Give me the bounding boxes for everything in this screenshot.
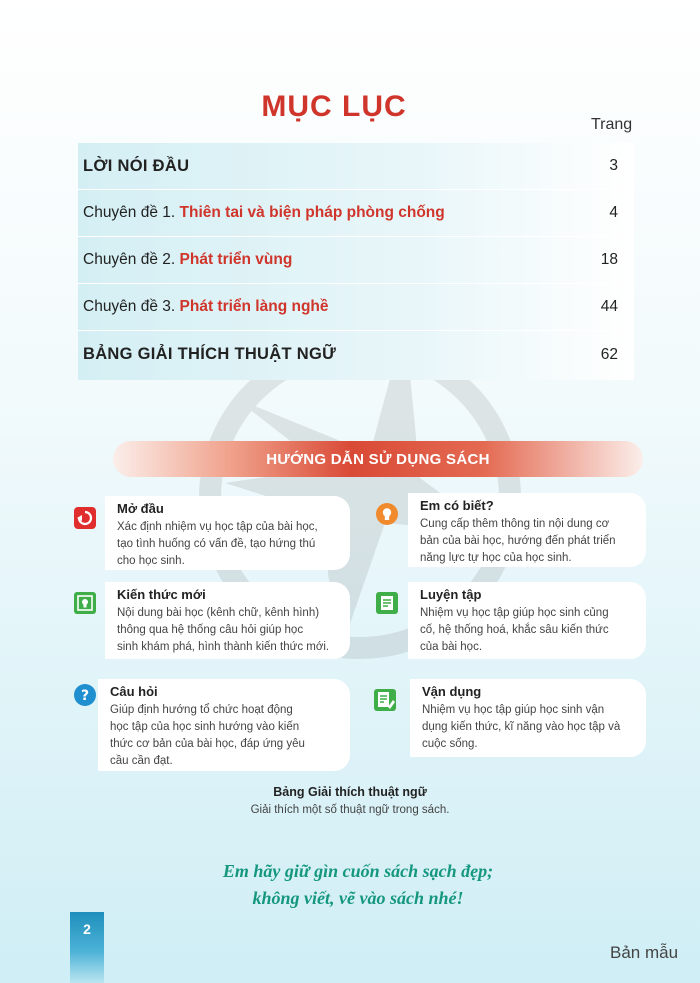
guide-item-desc — [420, 516, 636, 567]
svg-text:?: ? — [80, 688, 90, 704]
desc-line: cầu cần đạt. — [110, 755, 173, 767]
practice-icon — [376, 592, 398, 614]
slogan — [0, 858, 700, 912]
guide-item-title: Luyện tập — [420, 587, 482, 602]
toc-row-topic-3[interactable] — [78, 284, 634, 331]
desc-line: thức cơ bản của bài học, đáp ứng yêu — [110, 738, 305, 750]
start-icon — [74, 507, 96, 529]
glossary-desc: Giải thích một số thuật ngữ trong sách. — [250, 804, 450, 816]
guide-item-desc — [117, 519, 340, 570]
desc-line: dụng kiến thức, kĩ năng vào học tập và — [422, 721, 621, 733]
toc-row-page: 18 — [600, 251, 618, 268]
desc-line: thông qua hệ thống câu hỏi giúp học — [117, 624, 304, 636]
desc-line: bản của bài học, hướng đến phát triển — [420, 535, 616, 547]
guide-banner: HƯỚNG DẪN SỬ DỤNG SÁCH — [113, 441, 643, 477]
guide-item-title: Vận dụng — [422, 684, 482, 699]
toc-row-label — [83, 204, 445, 222]
toc-row-topic-2[interactable] — [78, 237, 634, 284]
desc-line: cho học sinh. — [117, 555, 185, 567]
toc-row-label — [83, 251, 292, 269]
toc-row-page: 3 — [609, 157, 618, 174]
page-number: 2 — [70, 912, 104, 983]
desc-line: Nhiệm vụ học tập giúp học sinh củng — [420, 607, 609, 619]
guide-item-title: Mở đầu — [117, 501, 164, 516]
guide-item-intro — [105, 496, 350, 570]
desc-line: cố, hệ thống hoá, khắc sâu kiến thức — [420, 624, 609, 636]
guide-item-title: Em có biết? — [420, 498, 494, 513]
desc-line: Nội dung bài học (kênh chữ, kênh hình) — [117, 607, 320, 619]
desc-line: năng lực tự học của học sinh. — [420, 552, 572, 564]
desc-line: Giúp định hướng tổ chức hoạt động — [110, 704, 293, 716]
toc-row-page: 4 — [609, 204, 618, 221]
desc-line: Xác định nhiệm vụ học tập của bài học, — [117, 521, 318, 533]
slogan-line: Em hãy giữ gìn cuốn sách sạch đẹp; — [222, 861, 494, 881]
toc-row-topic-title: Phát triển vùng — [179, 251, 293, 268]
question-icon — [74, 684, 96, 706]
sample-label: Bản mẫu — [610, 943, 679, 962]
guide-item-desc — [110, 702, 340, 770]
desc-line: của bài học. — [420, 641, 483, 653]
toc-page-header: Trang — [591, 116, 633, 133]
toc-row-topic-1[interactable] — [78, 190, 634, 237]
desc-line: cuộc sống. — [422, 738, 478, 750]
toc-row-label: BẢNG GIẢI THÍCH THUẬT NGỮ — [83, 345, 337, 363]
toc-row-prefix: Chuyên đề 2. — [83, 251, 180, 268]
guide-item-title: Kiến thức mới — [117, 587, 206, 602]
toc-title: MỤC LỤC — [261, 90, 407, 123]
toc-row-topic-title: Phát triển làng nghề — [179, 298, 329, 315]
knowledge-icon — [74, 592, 96, 614]
toc-row-label — [83, 298, 329, 316]
toc-row-topic-title: Thiên tai và biện pháp phòng chống — [179, 204, 445, 221]
guide-item-apply — [410, 679, 646, 757]
guide-item-desc — [420, 605, 636, 656]
slogan-line: không viết, vẽ vào sách nhé! — [252, 888, 464, 908]
table-of-contents — [78, 143, 634, 380]
desc-line: Cung cấp thêm thông tin nội dung cơ — [420, 518, 610, 530]
guide-item-did-you-know — [408, 493, 646, 567]
toc-row-prefix: Chuyên đề 1. — [83, 204, 180, 221]
toc-row-foreword[interactable] — [78, 143, 634, 190]
guide-item-desc — [117, 605, 340, 656]
toc-row-page: 44 — [600, 298, 618, 315]
toc-row-label: LỜI NÓI ĐẦU — [83, 156, 190, 175]
guide-item-practice — [408, 582, 646, 659]
desc-line: học tập của học sinh hướng vào kiến — [110, 721, 300, 733]
guide-item-title: Câu hỏi — [110, 684, 158, 699]
desc-line: Nhiệm vụ học tập giúp học sinh vận — [422, 704, 605, 716]
guide-item-desc — [422, 702, 636, 753]
toc-row-page: 62 — [600, 345, 618, 363]
desc-line: tạo tình huống có vấn đề, tạo hứng thú — [117, 538, 316, 550]
toc-row-glossary[interactable] — [78, 331, 634, 378]
guide-item-questions — [98, 679, 350, 771]
glossary-title: Bảng Giải thích thuật ngữ — [273, 785, 427, 799]
guide-item-new-knowledge — [105, 582, 350, 659]
apply-icon — [374, 689, 396, 711]
desc-line: sinh khám phá, hình thành kiến thức mới. — [117, 641, 330, 653]
lightbulb-icon — [376, 503, 398, 525]
toc-row-prefix: Chuyên đề 3. — [83, 298, 180, 315]
